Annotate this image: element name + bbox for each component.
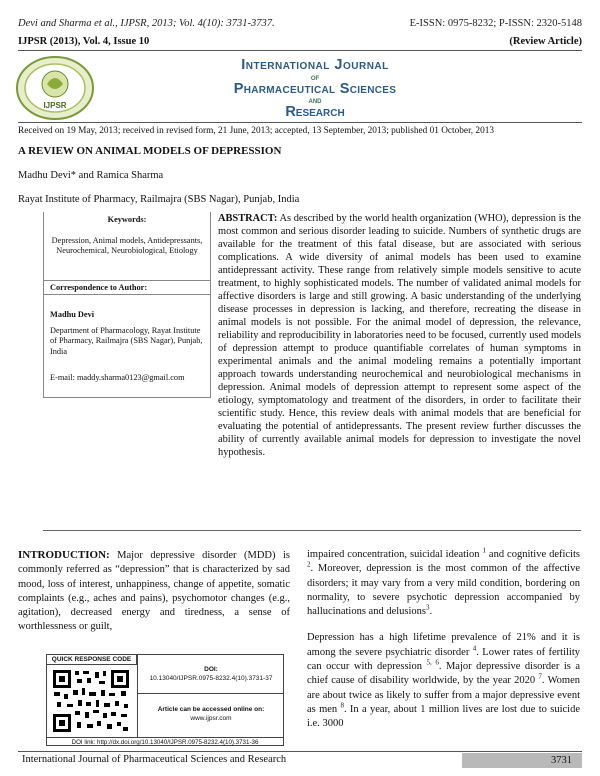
text-run: Depression has a high lifetime prevalence of 21% and it is among the severe psychiatric disorder bbox=[307, 632, 580, 658]
qr-inner-divider bbox=[137, 693, 284, 694]
intro-right-paragraph-2 bbox=[307, 631, 580, 731]
citation-ref[interactable]: 5, 6 bbox=[426, 658, 439, 667]
intro-left-column bbox=[18, 548, 290, 635]
keywords-correspondence-box bbox=[43, 212, 211, 398]
qr-doi-block bbox=[139, 665, 283, 683]
article-title: A REVIEW ON ANIMAL MODELS OF DEPRESSION bbox=[18, 145, 282, 157]
masthead-line-5: Research bbox=[285, 104, 345, 120]
citation-ref[interactable]: 3 bbox=[425, 603, 430, 612]
text-run: . In a year, about 1 million lives are lost due to suicide i.e. 3000 bbox=[307, 703, 581, 730]
running-head-issn: E-ISSN: 0975-8232; P-ISSN: 2320-5148 bbox=[409, 18, 582, 29]
header-divider bbox=[18, 50, 582, 51]
citation-ref[interactable]: 7 bbox=[538, 672, 542, 681]
access-url[interactable]: www.ijpsr.com bbox=[190, 715, 232, 723]
doi-value: 10.13040/IJPSR.0975-8232.4(10).3731-37 bbox=[149, 675, 273, 683]
access-label: Article can be accessed online on: bbox=[157, 706, 265, 713]
correspondence-heading: Correspondence to Author: bbox=[44, 280, 210, 295]
ijpsr-logo-icon bbox=[14, 54, 96, 122]
quick-response-box bbox=[46, 654, 284, 746]
intro-right-paragraph-1 bbox=[307, 548, 580, 619]
keywords-heading: Keywords: bbox=[107, 215, 147, 224]
doi-label: DOI: bbox=[204, 666, 218, 673]
qr-heading: QUICK RESPONSE CODE bbox=[47, 655, 137, 665]
abstract-text: As described by the world health organization (WHO), depression is the most common and serious disorder leading to suicide. Numbers of synthetic drugs are available for the treatment of this fatal disease, but are associated with serious complications. A wide diversity of animal models has been used to examine antidepressant activity. These range from relatively simple models sensitive to acute treatment, to highly sophisticated models. The number of validated animal models for affective disorders is large and still growing. A basic understanding of the underlying disease processes in depression is lacking, and therefore, recreating the disease in animal models is not possible. For the animal model of depression, the relevance, reliability and reproducibility in laboratories need to be focused, currently used models of depression attempt to produce quantifiable correlates of human symptoms in experimental animals and the animal modeling remains a potentially important approach towards understanding neurochemical and neurobiological mechanisms in depression. Animal models of depression attempt to represent some aspect of the etiology, symptomatology and treatment of the disorders, in order to facilitate their scientific study. Hence, this review deals with animal models that are beneficial for evaluating the potential of antidepressants. The present review further discusses the ability of currently available animal models for depression to investigate the novel hypothesis. bbox=[218, 213, 581, 458]
article-authors: Madhu Devi* and Ramica Sharma bbox=[18, 170, 164, 181]
article-affiliation: Rayat Institute of Pharmacy, Railmajra (SBS Nagar), Punjab, India bbox=[18, 194, 300, 205]
correspondence-address: Department of Pharmacology, Rayat Institute of Pharmacy, Railmajra (SBS Nagar), Punjab, India bbox=[50, 326, 203, 356]
masthead-divider bbox=[18, 122, 582, 123]
keywords-list: Depression, Animal models, Antidepressants, Neurochemical, Neurobiological, Etiology bbox=[51, 236, 203, 256]
masthead-line-2: of bbox=[310, 71, 320, 82]
citation-ref[interactable]: 1 bbox=[482, 546, 486, 555]
running-head-citation: Devi and Sharma et al., IJPSR, 2013; Vol. 4(10): 3731-3737. bbox=[18, 18, 275, 29]
logo-text: IJPSR bbox=[43, 101, 67, 110]
received-dates: Received on 19 May, 2013; received in revised form, 21 June, 2013; accepted, 13 September, 2013; published 01 October, 2013 bbox=[18, 126, 495, 136]
doi-link[interactable]: DOI link: http://dx.doi.org/10.13040/IJPSR.0975-8232.4(10).3731-36 bbox=[47, 737, 283, 747]
text-run: impaired concentration, suicidal ideation bbox=[307, 549, 483, 560]
text-run: and cognitive deficits bbox=[485, 549, 580, 560]
intro-heading: INTRODUCTION: bbox=[18, 549, 110, 561]
text-run: . Women are about twice as likely to suffer from a major depressive event as men bbox=[307, 675, 580, 715]
intro-left-text: Major depressive disorder (MDD) is commonly referred as “depression” that is characterized by sad mood, loss of interest, unhappiness, change of appetite, somatic complaints (e.g., aches and pains), psychomotor changes (e.g., agitation), decreased energy and tiredness, a sense of worthlessness or guilt, bbox=[18, 550, 290, 633]
masthead-line-4: and bbox=[308, 95, 322, 105]
abstract bbox=[218, 212, 581, 459]
masthead-line-1: International Journal bbox=[241, 57, 389, 73]
qr-divider bbox=[137, 655, 138, 737]
abstract-label: ABSTRACT: bbox=[218, 213, 278, 224]
masthead-line-3: Pharmaceutical Sciences bbox=[233, 80, 397, 97]
journal-volume-info: IJPSR (2013), Vol. 4, Issue 10 bbox=[18, 36, 150, 47]
footer-divider bbox=[18, 751, 582, 752]
footer-journal-name: International Journal of Pharmaceutical Sciences and Research bbox=[22, 754, 287, 765]
text-run: . Major depressive disorder is a chief cause of disability worldwide, by the year 2020 bbox=[307, 661, 580, 687]
page-number: 3731 bbox=[462, 753, 582, 768]
journal-masthead bbox=[150, 58, 480, 120]
text-run: . Moreover, depression is the most common of the affective disorders; it may vary from a very mild condition, bordering on normality, to severe psychotic depression accompanied by hallucinations and delusions bbox=[307, 563, 580, 618]
text-run: . Lower rates of fertility can occur with depression bbox=[307, 646, 580, 673]
correspondence-name: Madhu Devi bbox=[50, 310, 95, 319]
citation-ref[interactable]: 4 bbox=[472, 644, 477, 653]
abstract-divider bbox=[43, 530, 581, 531]
qr-access-block bbox=[139, 705, 283, 723]
qr-code-icon[interactable] bbox=[51, 668, 131, 734]
intro-right-column bbox=[307, 548, 580, 732]
citation-ref[interactable]: 2 bbox=[307, 560, 311, 569]
citation-ref[interactable]: 8 bbox=[340, 701, 344, 710]
text-run: . bbox=[429, 606, 433, 618]
correspondence-email[interactable]: E-mail: maddy.sharma0123@gmail.com bbox=[50, 373, 185, 382]
article-type-label: (Review Article) bbox=[509, 36, 582, 47]
